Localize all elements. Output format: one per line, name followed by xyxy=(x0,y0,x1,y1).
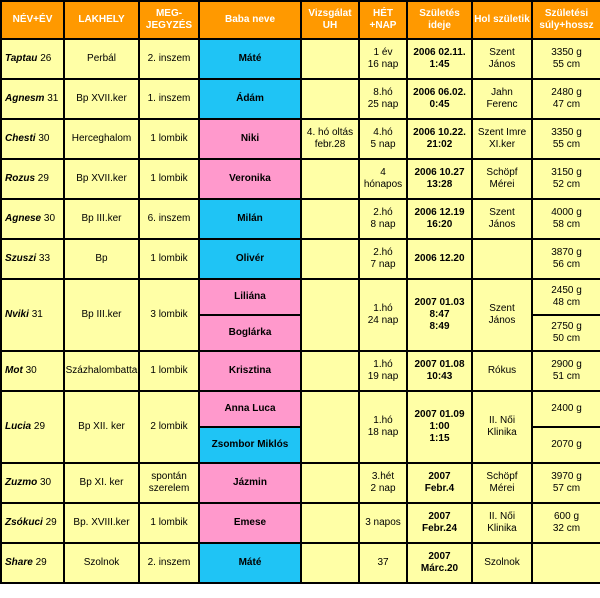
birthplace-cell xyxy=(472,239,532,279)
member-age: 33 xyxy=(38,253,51,264)
week-day-cell xyxy=(359,463,407,503)
member-name: Mot xyxy=(5,365,23,376)
place-cell-line: Bp XVII.ker xyxy=(76,93,127,104)
weight-length-cell xyxy=(532,543,600,583)
weight-length-cell xyxy=(532,39,600,79)
birthplace-cell xyxy=(472,39,532,79)
baby-name-cell-line: Zsombor Miklós xyxy=(211,439,289,450)
week-day-cell-line: 4.hó xyxy=(373,127,393,138)
note-cell xyxy=(139,279,199,351)
member-age: 29 xyxy=(45,517,57,528)
note-cell xyxy=(139,239,199,279)
birth-time-cell-line: 2007 xyxy=(428,471,451,482)
week-day-cell-line: 1.hó xyxy=(373,415,393,426)
baby-name-cell-line: Liliána xyxy=(234,291,266,302)
birth-time-cell-line: 13:28 xyxy=(426,179,453,190)
uh-cell xyxy=(301,463,359,503)
member-name-cell xyxy=(1,199,64,239)
member-age: 31 xyxy=(47,93,59,104)
birth-time-cell xyxy=(407,119,472,159)
header-lakhely: LAKHELY xyxy=(64,1,139,39)
week-day-cell xyxy=(359,279,407,351)
table-row xyxy=(1,503,600,543)
baby-name-cell xyxy=(199,39,301,79)
week-day-cell-line: 18 nap xyxy=(367,427,399,438)
birth-time-cell-line: 2006 12.20 xyxy=(414,253,465,264)
birthplace-cell-line: XI.ker xyxy=(488,139,516,150)
baby-name-cell-line: Máté xyxy=(238,557,262,568)
baby-name-cell-line: Boglárka xyxy=(228,327,272,338)
birth-time-cell-line: 2006 06.02. xyxy=(413,87,466,98)
uh-cell xyxy=(301,159,359,199)
member-age: 30 xyxy=(25,365,37,376)
week-day-cell-line: 2 nap xyxy=(370,483,396,494)
member-name-cell xyxy=(1,279,64,351)
week-day-cell-line: 8.hó xyxy=(373,87,393,98)
baby-name-cell xyxy=(199,427,301,463)
birth-time-cell-line: Febr.24 xyxy=(421,523,458,534)
week-day-cell-line: hónapos xyxy=(363,179,403,190)
weight-length-cell xyxy=(532,315,600,351)
birthplace-cell xyxy=(472,391,532,463)
member-name: Taptau xyxy=(5,53,38,64)
place-cell-line: Bp XI. ker xyxy=(79,477,124,488)
header-suly-hossz: Születési súly+hossz xyxy=(532,1,600,39)
weight-length-cell-line: 32 cm xyxy=(552,523,581,534)
baby-name-cell xyxy=(199,119,301,159)
week-day-cell xyxy=(359,119,407,159)
weight-length-cell-line: 57 cm xyxy=(552,483,581,494)
member-age: 29 xyxy=(35,557,47,568)
uh-cell xyxy=(301,503,359,543)
weight-length-cell-line: 48 cm xyxy=(552,297,581,308)
weight-length-cell-line: 2900 g xyxy=(551,359,582,370)
baby-name-cell xyxy=(199,199,301,239)
place-cell-line: Bp XII. ker xyxy=(78,421,125,432)
birth-time-cell xyxy=(407,39,472,79)
note-cell-line: 1 lombik xyxy=(150,133,188,144)
weight-length-cell xyxy=(532,463,600,503)
birth-time-cell xyxy=(407,351,472,391)
member-name: Zuzmo xyxy=(5,477,38,488)
week-day-cell-line: 1.hó xyxy=(373,303,393,314)
member-name-cell xyxy=(1,79,64,119)
baby-name-cell xyxy=(199,79,301,119)
week-day-cell-line: 1.hó xyxy=(373,359,393,370)
note-cell xyxy=(139,119,199,159)
baby-name-cell xyxy=(199,463,301,503)
birthplace-cell xyxy=(472,543,532,583)
birthplace-cell xyxy=(472,279,532,351)
note-cell-line: 2. inszem xyxy=(147,557,191,568)
note-cell-line: 6. inszem xyxy=(147,213,191,224)
birth-time-cell-line: 16:20 xyxy=(426,219,453,230)
week-day-cell-line: 2.hó xyxy=(373,247,393,258)
member-name: Rozus xyxy=(5,173,35,184)
week-day-cell xyxy=(359,543,407,583)
birthplace-cell-line: II. Női xyxy=(488,511,516,522)
note-cell xyxy=(139,39,199,79)
weight-length-cell-line: 55 cm xyxy=(552,59,581,70)
baby-name-cell xyxy=(199,351,301,391)
week-day-cell xyxy=(359,239,407,279)
header-vizsgalat: Vizsgálat UH xyxy=(301,1,359,39)
place-cell-line: Bp III.ker xyxy=(81,213,122,224)
week-day-cell xyxy=(359,39,407,79)
place-cell xyxy=(64,159,139,199)
birth-time-cell-line: 2006 12.19 xyxy=(414,207,465,218)
weight-length-cell xyxy=(532,391,600,427)
baby-name-cell-line: Máté xyxy=(238,53,262,64)
member-name-cell xyxy=(1,391,64,463)
member-name: Share xyxy=(5,557,33,568)
note-cell-line: 1 lombik xyxy=(150,365,188,376)
baby-name-cell-line: Anna Luca xyxy=(224,403,276,414)
week-day-cell xyxy=(359,159,407,199)
uh-cell xyxy=(301,391,359,463)
birthplace-cell-line: Szent xyxy=(489,303,515,314)
note-cell xyxy=(139,351,199,391)
birth-time-cell xyxy=(407,159,472,199)
birth-time-cell-line: Febr.4 xyxy=(424,483,455,494)
baby-name-cell xyxy=(199,391,301,427)
note-cell-line: 1 lombik xyxy=(150,517,188,528)
place-cell xyxy=(64,543,139,583)
member-name-cell xyxy=(1,503,64,543)
week-day-cell xyxy=(359,351,407,391)
weight-length-cell xyxy=(532,79,600,119)
note-cell-line: 2. inszem xyxy=(147,53,191,64)
table-row xyxy=(1,159,600,199)
week-day-cell-line: 1 év xyxy=(373,47,393,58)
weight-length-cell xyxy=(532,503,600,543)
table-row xyxy=(1,119,600,159)
birth-time-cell xyxy=(407,199,472,239)
place-cell-line: Százhalombatta xyxy=(65,365,138,376)
birth-time-cell xyxy=(407,463,472,503)
birth-time-cell-line: 2007 xyxy=(428,511,451,522)
table-row xyxy=(1,351,600,391)
table-row xyxy=(1,39,600,79)
note-cell xyxy=(139,503,199,543)
member-name: Nviki xyxy=(5,309,29,320)
birth-time-cell-line: 10:43 xyxy=(426,371,453,382)
baby-name-cell xyxy=(199,159,301,199)
week-day-cell-line: 24 nap xyxy=(367,315,399,326)
baby-name-cell-line: Niki xyxy=(240,133,260,144)
member-age: 31 xyxy=(31,309,43,320)
birth-time-cell xyxy=(407,391,472,463)
uh-cell xyxy=(301,279,359,351)
baby-name-cell-line: Krisztina xyxy=(228,365,272,376)
weight-length-cell xyxy=(532,199,600,239)
birthplace-cell-line: Jahn xyxy=(491,87,513,98)
weight-length-cell xyxy=(532,351,600,391)
place-cell xyxy=(64,503,139,543)
week-day-cell-line: 4 xyxy=(380,167,386,178)
birth-time-cell xyxy=(407,79,472,119)
birthplace-cell xyxy=(472,503,532,543)
baby-name-cell-line: Veronika xyxy=(229,173,271,184)
week-day-cell-line: 19 nap xyxy=(367,371,399,382)
place-cell-line: Bp III.ker xyxy=(81,309,122,320)
place-cell xyxy=(64,351,139,391)
weight-length-cell-line: 56 cm xyxy=(552,259,581,270)
birth-time-cell-line: 2006 10.22. xyxy=(413,127,466,138)
member-name-cell xyxy=(1,543,64,583)
member-name-cell xyxy=(1,351,64,391)
birthplace-cell-line: János xyxy=(488,59,516,70)
weight-length-cell xyxy=(532,239,600,279)
birth-time-cell-line: 2006 10.27 xyxy=(414,167,465,178)
birth-time-cell-line: 1:15 xyxy=(429,433,450,444)
place-cell-line: Szolnok xyxy=(83,557,120,568)
table-row xyxy=(1,279,600,315)
weight-length-cell-line: 50 cm xyxy=(552,333,581,344)
week-day-cell-line: 5 nap xyxy=(370,139,396,150)
baby-name-cell xyxy=(199,543,301,583)
header-het-nap: HÉT +NAP xyxy=(359,1,407,39)
weight-length-cell xyxy=(532,159,600,199)
birth-time-cell-line: 8:47 xyxy=(429,309,450,320)
member-name: Chesti xyxy=(5,133,36,144)
place-cell xyxy=(64,279,139,351)
week-day-cell-line: 16 nap xyxy=(367,59,399,70)
header-megjegyzes: MEG-JEGYZÉS xyxy=(139,1,199,39)
birthplace-cell-line: Mérei xyxy=(489,179,515,190)
birthplace-cell-line: II. Női xyxy=(488,415,516,426)
member-name: Agnesm xyxy=(5,93,45,104)
weight-length-cell-line: 3970 g xyxy=(551,471,582,482)
weight-length-cell-line: 3870 g xyxy=(551,247,582,258)
birthplace-cell-line: Schöpf xyxy=(486,471,518,482)
note-cell-line: 1. inszem xyxy=(147,93,191,104)
birthplace-cell-line: Mérei xyxy=(489,483,515,494)
member-age: 30 xyxy=(40,477,52,488)
week-day-cell-line: 2.hó xyxy=(373,207,393,218)
header-nev-ev: NÉV+ÉV xyxy=(1,1,64,39)
note-cell-line: 1 lombik xyxy=(150,253,188,264)
weight-length-cell-line: 51 cm xyxy=(552,371,581,382)
weight-length-cell-line: 47 cm xyxy=(552,99,581,110)
birth-time-cell-line: Márc.20 xyxy=(420,563,459,574)
birthplace-cell-line: János xyxy=(488,315,516,326)
baby-name-cell xyxy=(199,239,301,279)
baby-name-cell-line: Emese xyxy=(233,517,267,528)
note-cell xyxy=(139,199,199,239)
place-cell-line: Bp xyxy=(95,253,108,264)
birth-time-cell-line: 2006 02.11. xyxy=(413,47,466,58)
week-day-cell xyxy=(359,79,407,119)
place-cell xyxy=(64,239,139,279)
member-age: 29 xyxy=(33,421,46,432)
note-cell xyxy=(139,391,199,463)
weight-length-cell-line: 58 cm xyxy=(552,219,581,230)
member-name-cell xyxy=(1,159,64,199)
baby-name-cell-line: Milán xyxy=(237,213,263,224)
week-day-cell-line: 7 nap xyxy=(370,259,396,270)
uh-cell xyxy=(301,239,359,279)
note-cell-line: 1 lombik xyxy=(150,173,188,184)
birthplace-cell-line: Klinika xyxy=(487,427,517,438)
uh-cell xyxy=(301,351,359,391)
birth-time-cell xyxy=(407,239,472,279)
birthplace-cell-line: János xyxy=(488,219,516,230)
birthplace-cell xyxy=(472,159,532,199)
note-cell-line: spontán szerelem xyxy=(148,471,190,494)
birthplace-cell-line: Rókus xyxy=(487,365,517,376)
weight-length-cell-line: 52 cm xyxy=(552,179,581,190)
member-name: Lucia xyxy=(5,421,32,432)
week-day-cell-line: 3 napos xyxy=(365,517,401,528)
baby-name-cell xyxy=(199,279,301,315)
place-cell xyxy=(64,119,139,159)
note-cell xyxy=(139,79,199,119)
birth-time-cell-line: 8:49 xyxy=(429,321,450,332)
table-row xyxy=(1,239,600,279)
weight-length-cell-line: 2450 g xyxy=(551,285,582,296)
member-name: Szuszi xyxy=(5,253,37,264)
baby-name-cell-line: Olivér xyxy=(235,253,265,264)
note-cell xyxy=(139,463,199,503)
place-cell xyxy=(64,463,139,503)
note-cell xyxy=(139,159,199,199)
weight-length-cell-line: 3350 g xyxy=(551,47,582,58)
table-row xyxy=(1,79,600,119)
note-cell-line: 3 lombik xyxy=(150,309,188,320)
birth-time-cell-line: 2007 01.03 xyxy=(414,297,465,308)
header-row xyxy=(1,1,600,39)
place-cell-line: Bp. XVIII.ker xyxy=(73,517,130,528)
weight-length-cell xyxy=(532,119,600,159)
weight-length-cell xyxy=(532,279,600,315)
member-age: 30 xyxy=(38,133,50,144)
week-day-cell xyxy=(359,391,407,463)
week-day-cell xyxy=(359,199,407,239)
week-day-cell xyxy=(359,503,407,543)
member-age: 30 xyxy=(43,213,56,224)
birthplace-cell-line: Szent Imre xyxy=(477,127,527,138)
birth-time-cell-line: 2007 01.09 xyxy=(414,409,465,420)
member-name: Agnese xyxy=(5,213,42,224)
header-baba-neve: Baba neve xyxy=(199,1,301,39)
week-day-cell-line: 8 nap xyxy=(370,219,396,230)
baby-name-cell-line: Ádám xyxy=(236,93,264,104)
place-cell xyxy=(64,391,139,463)
birth-time-cell xyxy=(407,279,472,351)
note-cell xyxy=(139,543,199,583)
weight-length-cell-line: 4000 g xyxy=(551,207,582,218)
note-cell-line: 2 lombik xyxy=(150,421,188,432)
birth-time-cell-line: 2007 xyxy=(428,551,451,562)
weight-length-cell-line: 3350 g xyxy=(551,127,582,138)
place-cell-line: Perbál xyxy=(87,53,116,64)
table-body xyxy=(1,39,600,583)
member-name-cell xyxy=(1,39,64,79)
place-cell xyxy=(64,39,139,79)
member-name: Zsókuci xyxy=(5,517,43,528)
place-cell-line: Bp XVII.ker xyxy=(76,173,127,184)
weight-length-cell-line: 600 g xyxy=(553,511,580,522)
member-age: 29 xyxy=(37,173,49,184)
place-cell xyxy=(64,79,139,119)
baby-name-cell-line: Jázmin xyxy=(233,477,267,488)
birth-time-cell-line: 21:02 xyxy=(426,139,453,150)
birthplace-cell-line: Szent xyxy=(489,47,515,58)
birthplace-cell xyxy=(472,119,532,159)
place-cell-line: Herceghalom xyxy=(71,133,132,144)
uh-cell xyxy=(301,39,359,79)
birth-time-cell-line: 2007 01.08 xyxy=(414,359,465,370)
uh-cell xyxy=(301,79,359,119)
uh-cell xyxy=(301,119,359,159)
birthplace-cell-line: Szolnok xyxy=(484,557,520,568)
birthplace-cell xyxy=(472,463,532,503)
table-row xyxy=(1,463,600,503)
weight-length-cell-line: 55 cm xyxy=(552,139,581,150)
member-name-cell xyxy=(1,463,64,503)
birthplace-cell xyxy=(472,199,532,239)
birthplace-cell-line: Ferenc xyxy=(486,99,518,110)
birth-time-cell-line: 1:45 xyxy=(429,59,450,70)
birthplace-cell-line: Schöpf xyxy=(486,167,518,178)
table-row xyxy=(1,391,600,427)
weight-length-cell-line: 2480 g xyxy=(551,87,582,98)
week-day-cell-line: 3.hét xyxy=(371,471,395,482)
table-row xyxy=(1,199,600,239)
birthplace-cell-line: Klinika xyxy=(487,523,517,534)
birthplace-cell xyxy=(472,351,532,391)
birthplace-cell xyxy=(472,79,532,119)
table-row xyxy=(1,543,600,583)
week-day-cell-line: 25 nap xyxy=(367,99,399,110)
weight-length-cell-line: 2400 g xyxy=(551,403,582,414)
birth-time-cell-line: 0:45 xyxy=(429,99,450,110)
weight-length-cell-line: 2750 g xyxy=(551,321,582,332)
birthplace-cell-line: Szent xyxy=(489,207,515,218)
member-name-cell xyxy=(1,239,64,279)
baby-name-cell xyxy=(199,315,301,351)
uh-cell xyxy=(301,543,359,583)
birth-time-cell xyxy=(407,543,472,583)
place-cell xyxy=(64,199,139,239)
weight-length-cell-line: 2070 g xyxy=(551,439,582,450)
header-hol-szuletik: Hol születik xyxy=(472,1,532,39)
birth-time-cell xyxy=(407,503,472,543)
weight-length-cell xyxy=(532,427,600,463)
birth-time-cell-line: 1:00 xyxy=(429,421,450,432)
uh-cell-line: 4. hó oltás febr.28 xyxy=(306,127,354,150)
member-age: 26 xyxy=(40,53,52,64)
uh-cell xyxy=(301,199,359,239)
weight-length-cell-line: 3150 g xyxy=(551,167,582,178)
member-name-cell xyxy=(1,119,64,159)
baby-name-cell xyxy=(199,503,301,543)
week-day-cell-line: 37 xyxy=(377,557,389,568)
header-szuletes-ideje: Születés ideje xyxy=(407,1,472,39)
